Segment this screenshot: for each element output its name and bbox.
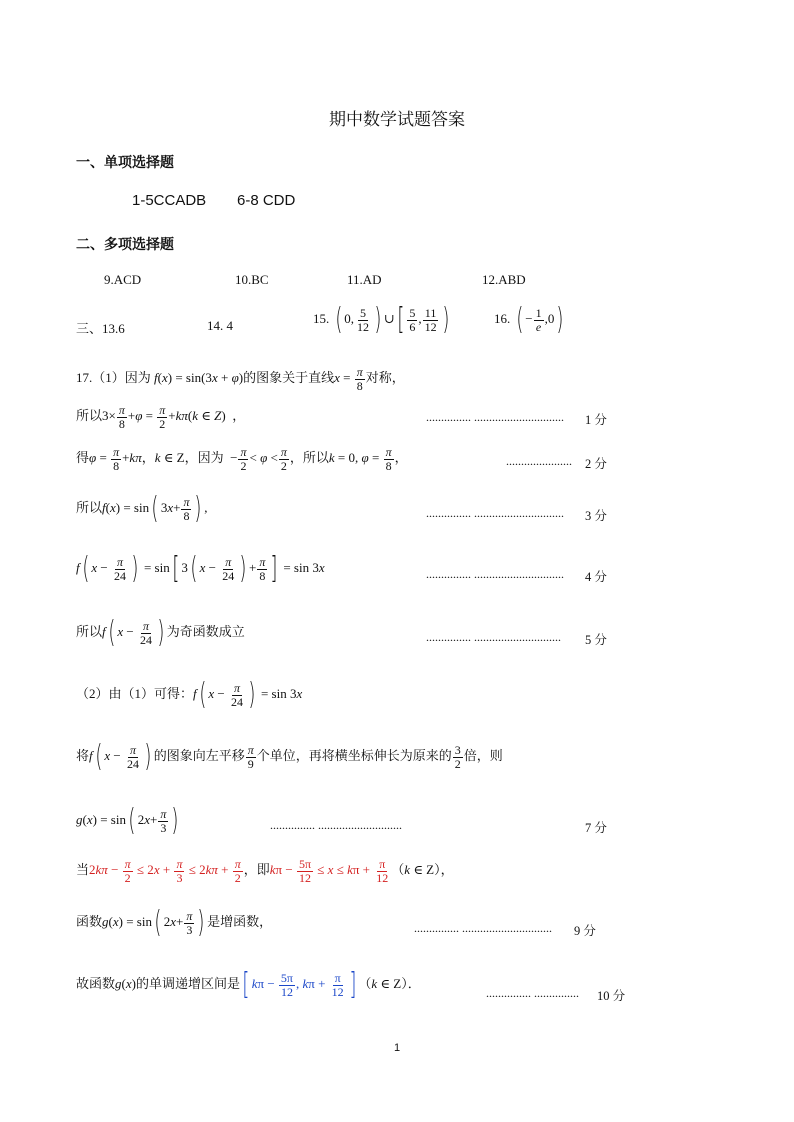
answer-q11: 11.AD — [347, 272, 382, 287]
section2-heading: 二、多项选择题 — [76, 237, 174, 253]
answer-q10: 10.BC — [235, 272, 269, 287]
page-number: 1 — [393, 1042, 401, 1054]
dots-5: ............... ............................. — [426, 630, 561, 644]
score-10: 10 分 — [597, 989, 626, 1003]
score-2: 2 分 — [585, 457, 607, 471]
single-choice-answers-1-5: 1-5CCADB — [132, 192, 207, 209]
q17-line6: 所以f( x − $\frac{\pi}{24}$ ) 为奇函数成立 — [76, 615, 245, 650]
single-choice-answers-6-8: 6-8 CDD — [237, 192, 296, 209]
dots-10: ............... ............... — [486, 986, 579, 1000]
score-3: 3 分 — [585, 509, 607, 523]
answer-q15: 15. ( 0, $\frac{5}{12}$ ) ∪[ $\frac{5}{6}$ , $\frac{11}{12}$ ) — [313, 302, 449, 337]
q17-line1: 17.（1）因为 f(x) = sin(3x + φ)的图象关于直线x = $\frac{\pi}{8}$ 对称， — [76, 365, 405, 393]
score-9: 9 分 — [574, 924, 596, 938]
section1-heading: 一、单项选择题 — [76, 155, 174, 171]
q17-line8: 将f( x − $\frac{\pi}{24}$ ) 的图象向左平移 $\frac{\pi}{9}$ 个单位，再将横坐标伸长为原来的 $\frac{3}{2}$ 倍，则 — [76, 739, 503, 774]
dots-4: ............... .............................. — [426, 567, 564, 581]
dots-2: ...................... — [506, 454, 572, 468]
q17-line3: 得φ = $\frac{\pi}{8}$ +kπ，k ∈ Z，因为 − $\frac{\pi}{2}$ < φ < $\frac{\pi}{2}$ ，所以k = 0, φ = $\frac{\pi}{8}$ ， — [76, 445, 408, 473]
q17-part2-line: （2）由（1）可得：f( x − $\frac{\pi}{24}$ ) = sin 3x — [76, 677, 303, 712]
score-4: 4 分 — [585, 570, 607, 584]
score-5: 5 分 — [585, 633, 607, 647]
section3-prefix: 三、 — [76, 321, 103, 336]
answer-q13: 13.6 — [102, 321, 125, 336]
q17-line12: 故函数g(x)的单调递增区间是[ kπ − $\frac{5\pi}{12}$ , kπ + $\frac{\pi}{12}$ ] （k ∈ Z）． — [76, 967, 421, 1002]
score-1: 1 分 — [585, 413, 607, 427]
q16-label: 16. — [494, 310, 511, 326]
score-7: 7 分 — [585, 821, 607, 835]
dots-1: ............... .............................. — [426, 410, 564, 424]
dots-9: ............... .............................. — [414, 921, 552, 935]
section3-row — [76, 318, 125, 337]
dots-3: ............... .............................. — [426, 506, 564, 520]
answer-q16: 16. ( − $\frac{1}{e}$ ,0) — [494, 302, 564, 337]
page-title: 期中数学试题答案 — [329, 110, 465, 129]
q15-label: 15. — [313, 310, 330, 326]
q17-line2: 所以3× $\frac{\pi}{8}$ +φ = $\frac{\pi}{2}$ +kπ(k ∈ Z) ， — [76, 403, 246, 431]
q17-line11: 函数g(x) = sin( 2x+ $\frac{\pi}{3}$ ) 是增函数， — [76, 905, 273, 940]
dots-7: ............... ............................ — [270, 818, 402, 832]
answer-q12: 12.ABD — [482, 272, 526, 287]
q17-line9: g(x) = sin( 2x+ $\frac{\pi}{3}$ ) — [76, 803, 179, 838]
answer-q9: 9.ACD — [104, 272, 142, 287]
q17-line4: 所以f(x) = sin( 3x+ $\frac{\pi}{8}$ ) , — [76, 491, 208, 526]
answer-q14: 14. 4 — [207, 318, 233, 333]
q17-line5: f( x − $\frac{\pi}{24}$ ) = sin[ 3( x − $\frac{\pi}{24}$ ) + $\frac{\pi}{8}$ ] = sin 3x — [76, 551, 325, 586]
q17-line10: 当2kπ − $\frac{\pi}{2}$ ≤ 2x + $\frac{\pi}{3}$ ≤ 2kπ + $\frac{\pi}{2}$ ，即kπ − $\frac{5\pi}{12}$ ≤ x ≤ kπ + $\frac{\pi}{12}$ （k ∈ Z）， — [76, 857, 454, 885]
